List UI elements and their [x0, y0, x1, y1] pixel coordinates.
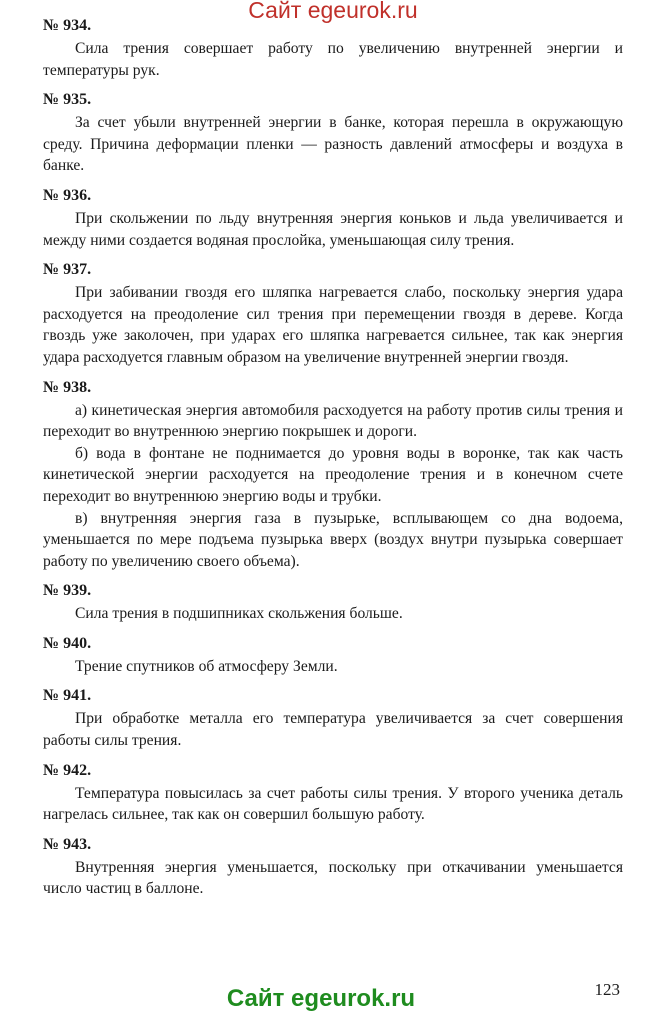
problem-937: [43, 259, 623, 368]
problem-936: [43, 185, 623, 251]
answer-text: При обработке металла его температура увеличивается за счет совершения работы силы трения.: [43, 710, 623, 750]
problem-935: [43, 89, 623, 177]
answer-text: При забивании гвоздя его шляпка нагревается слабо, поскольку энергия удара расходуется на преодоление сил трения при перемещении гвоздя в дереве. Когда гвоздь уже заколочен, при ударах его шляпка нагревается сильнее, так как энергия удара расходуется главным образом на увеличение внутренней энергии гвоздя.: [43, 284, 623, 366]
problem-942: [43, 760, 623, 826]
problem-number: № 942.: [43, 761, 92, 779]
answer-text: При скольжении по льду внутренняя энергия коньков и льда увеличивается и между ними создается водяная прослойка, уменьшающая силу трения.: [43, 209, 623, 249]
page-number: 123: [594, 980, 620, 999]
problem-number: № 937.: [43, 261, 92, 279]
page-content: [43, 15, 623, 908]
answer-text: Сила трения совершает работу по увеличению внутренней энергии и температуры рук.: [43, 40, 623, 79]
problem-938: [43, 377, 623, 573]
answer-text: Сила трения в подшипниках скольжения больше.: [75, 605, 403, 623]
problem-number: № 943.: [43, 835, 92, 853]
problem-number: № 940.: [43, 634, 92, 652]
problem-number: № 935.: [43, 91, 92, 109]
problem-number: № 939.: [43, 582, 92, 600]
answer-text-c: в) внутренняя энергия газа в пузырьке, всплывающем со дна водоема, уменьшается по мере подъема пузырька вверх (воздух внутри пузырька совершает работу по увеличению своего объема).: [43, 509, 623, 570]
problem-number: № 934.: [43, 17, 92, 34]
answer-text-a: а) кинетическая энергия автомобиля расходуется на работу против силы трения и переходит во внутреннюю энергию покрышек и дороги.: [43, 401, 623, 441]
answer-text: За счет убыли внутренней энергии в банке, которая перешла в окружающую среду. Причина деформации пленки — разность давлений атмосферы и воздуха в банке.: [43, 114, 623, 175]
problem-940: [43, 633, 623, 678]
watermark-bottom: Сайт egeurok.ru: [226, 985, 416, 1012]
problem-939: [43, 580, 623, 625]
answer-text: Внутренняя энергия уменьшается, поскольку при откачивании уменьшается число частиц в баллоне.: [43, 858, 623, 898]
problem-934: [43, 15, 623, 81]
answer-text: Трение спутников об атмосферу Земли.: [75, 657, 338, 675]
problem-number: № 938.: [43, 378, 92, 396]
problem-number: № 936.: [43, 186, 92, 204]
watermark-top: Сайт egeurok.ru: [248, 0, 418, 23]
answer-text-b: б) вода в фонтане не поднимается до уровня воды в воронке, так как часть кинетической энергии расходуется на преодоление трения и в конечном счете переходит во внутреннюю энергию воды и трубки.: [43, 444, 623, 505]
problem-941: [43, 685, 623, 751]
answer-text: Температура повысилась за счет работы силы трения. У второго ученика деталь нагрелась сильнее, так как он совершил большую работу.: [43, 784, 623, 824]
problem-943: [43, 834, 623, 900]
problem-number: № 941.: [43, 687, 92, 705]
